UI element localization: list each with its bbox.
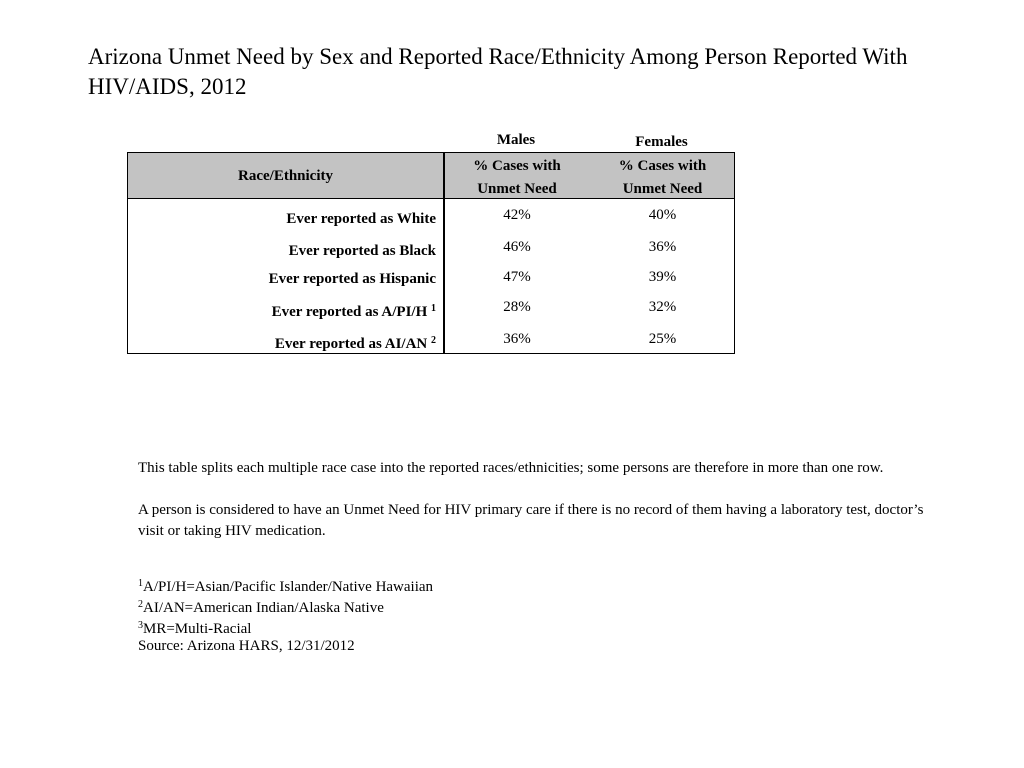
- table-row-label: Ever reported as Black: [288, 243, 436, 259]
- header-males-pct: [444, 155, 590, 201]
- table-cell-females: 40%: [648, 207, 677, 223]
- page-title: Arizona Unmet Need by Sex and Reported Race/Ethnicity Among Person Reported With HIV/AIDS, 2012: [88, 44, 908, 99]
- footnote-ref: 2: [431, 335, 436, 346]
- table-cell-males: 36%: [503, 331, 531, 347]
- table-cell-males: 47%: [503, 269, 531, 285]
- header-race-ethnicity: Race/Ethnicity: [238, 168, 333, 184]
- table-row-label: Ever reported as Hispanic: [268, 271, 436, 287]
- table-cell-females: 25%: [648, 331, 677, 347]
- header-females-line1: % Cases with: [618, 158, 707, 174]
- unmet-need-table: [127, 152, 735, 354]
- source-note: Source: Arizona HARS, 12/31/2012: [138, 638, 355, 654]
- table-row-label: Ever reported as A/PI/H $^1$: [271, 303, 436, 320]
- footnote: $^3$MR=Multi-Racial: [138, 620, 252, 637]
- note-paragraph: This table splits each multiple race case into the reported races/ethnicities; some persons are therefore in more than one row.: [138, 460, 884, 476]
- header-males-line1: % Cases with: [473, 158, 561, 174]
- table-cell-males: 42%: [503, 207, 531, 223]
- table-cell-males: 46%: [503, 239, 531, 255]
- header-females-pct: [590, 155, 735, 201]
- table-cell-females: 36%: [648, 239, 677, 255]
- table-cell-males: 28%: [503, 299, 531, 315]
- notes: [138, 458, 938, 542]
- males-group-label: Males: [496, 132, 536, 148]
- table-row-label: Ever reported as AI/AN $^2$: [274, 335, 436, 352]
- table-cell-females: 39%: [648, 269, 677, 285]
- footnote-ref: 1: [431, 303, 436, 314]
- header-females-line2: Unmet Need: [622, 181, 703, 197]
- table-row-label: Ever reported as White: [286, 211, 436, 227]
- table-header: [128, 153, 734, 199]
- note-paragraph: A person is considered to have an Unmet Need for HIV primary care if there is no record of them having a laboratory test, doctor’s visit or taking HIV medication.: [138, 502, 924, 539]
- header-males-line2: Unmet Need: [477, 181, 557, 197]
- females-group-label: Females: [635, 134, 688, 150]
- table-cell-females: 32%: [648, 299, 677, 315]
- footnote: $^1$A/PI/H=Asian/Pacific Islander/Native Hawaiian: [138, 578, 434, 595]
- footnote: $^2$AI/AN=American Indian/Alaska Native: [138, 599, 384, 616]
